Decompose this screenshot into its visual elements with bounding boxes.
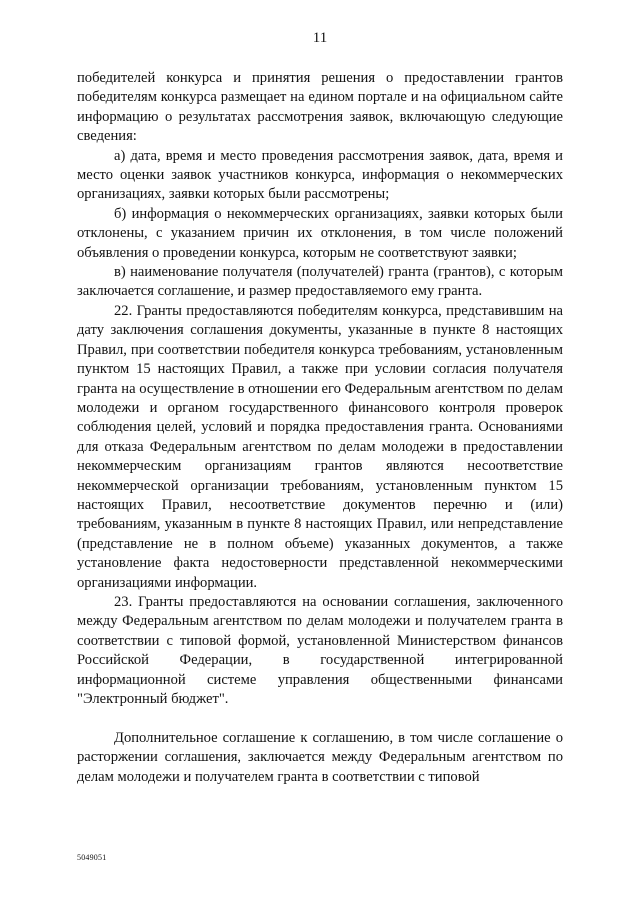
paragraph-item-c: в) наименование получателя (получателей) гранта (грантов), с которым заключается соглашение, и размер предоставляемого ему гранта. <box>77 264 563 300</box>
paragraph-intro: победителей конкурса и принятия решения о предоставлении грантов победителям конкурса размещает на едином портале и на официальном сайте информацию о результатах рассмотрения заявок, включающую следующие сведения: <box>77 70 563 145</box>
document-body <box>77 69 563 787</box>
paragraph-item-a: а) дата, время и место проведения рассмотрения заявок, дата, время и место оценки заявок участников конкурса, информация о некоммерческих организациях, заявки которых были рассмотрены; <box>77 147 563 203</box>
paragraph-additional-agreement: Дополнительное соглашение к соглашению, в том числе соглашение о расторжении соглашения, заключается между Федеральным агентством по делам молодежи и получателем гранта в соответствии с типовой <box>77 729 563 785</box>
paragraph-item-b: б) информация о некоммерческих организациях, заявки которых были отклонены, с указанием причин их отклонения, в том числе положений объявления о проведении конкурса, которым не соответствуют заявки; <box>77 205 563 261</box>
paragraph-clause-22: 22. Гранты предоставляются победителям конкурса, представившим на дату заключения соглашения документы, указанные в пункте 8 настоящих Правил, при соответствии победителя конкурса требованиям, установленным пунктом 15 настоящих Правил, а также при условии согласия получателя гранта на осуществление в отношении его Федеральным агентством по делам молодежи и органом государственного финансового контроля проверок соблюдения целей, условий и порядка предоставления гранта. Основаниями для отказа Федеральным агентством по делам молодежи в предоставлении некоммерческим организациям грантов являются несоответствие некоммерческой организации требованиям, установленным пунктом 15 настоящих Правил, несоответствие документов перечню и (или) требованиям, указанным в пункте 8 настоящих Правил, или непредставление (представление не в полном объеме) указанных документов, а также установление факта недостоверности представленной некоммерческими организациями информации. <box>77 302 563 591</box>
paragraph-clause-23: 23. Гранты предоставляются на основании соглашения, заключенного между Федеральным агентством по делам молодежи и получателем гранта в соответствии с типовой формой, установленной Министерством финансов Российской Федерации, в государственной интегрированной информационной системе управления общественными финансами "Электронный бюджет". <box>77 593 563 707</box>
document-code: 5049051 <box>77 853 107 862</box>
page-number: 11 <box>312 30 328 46</box>
